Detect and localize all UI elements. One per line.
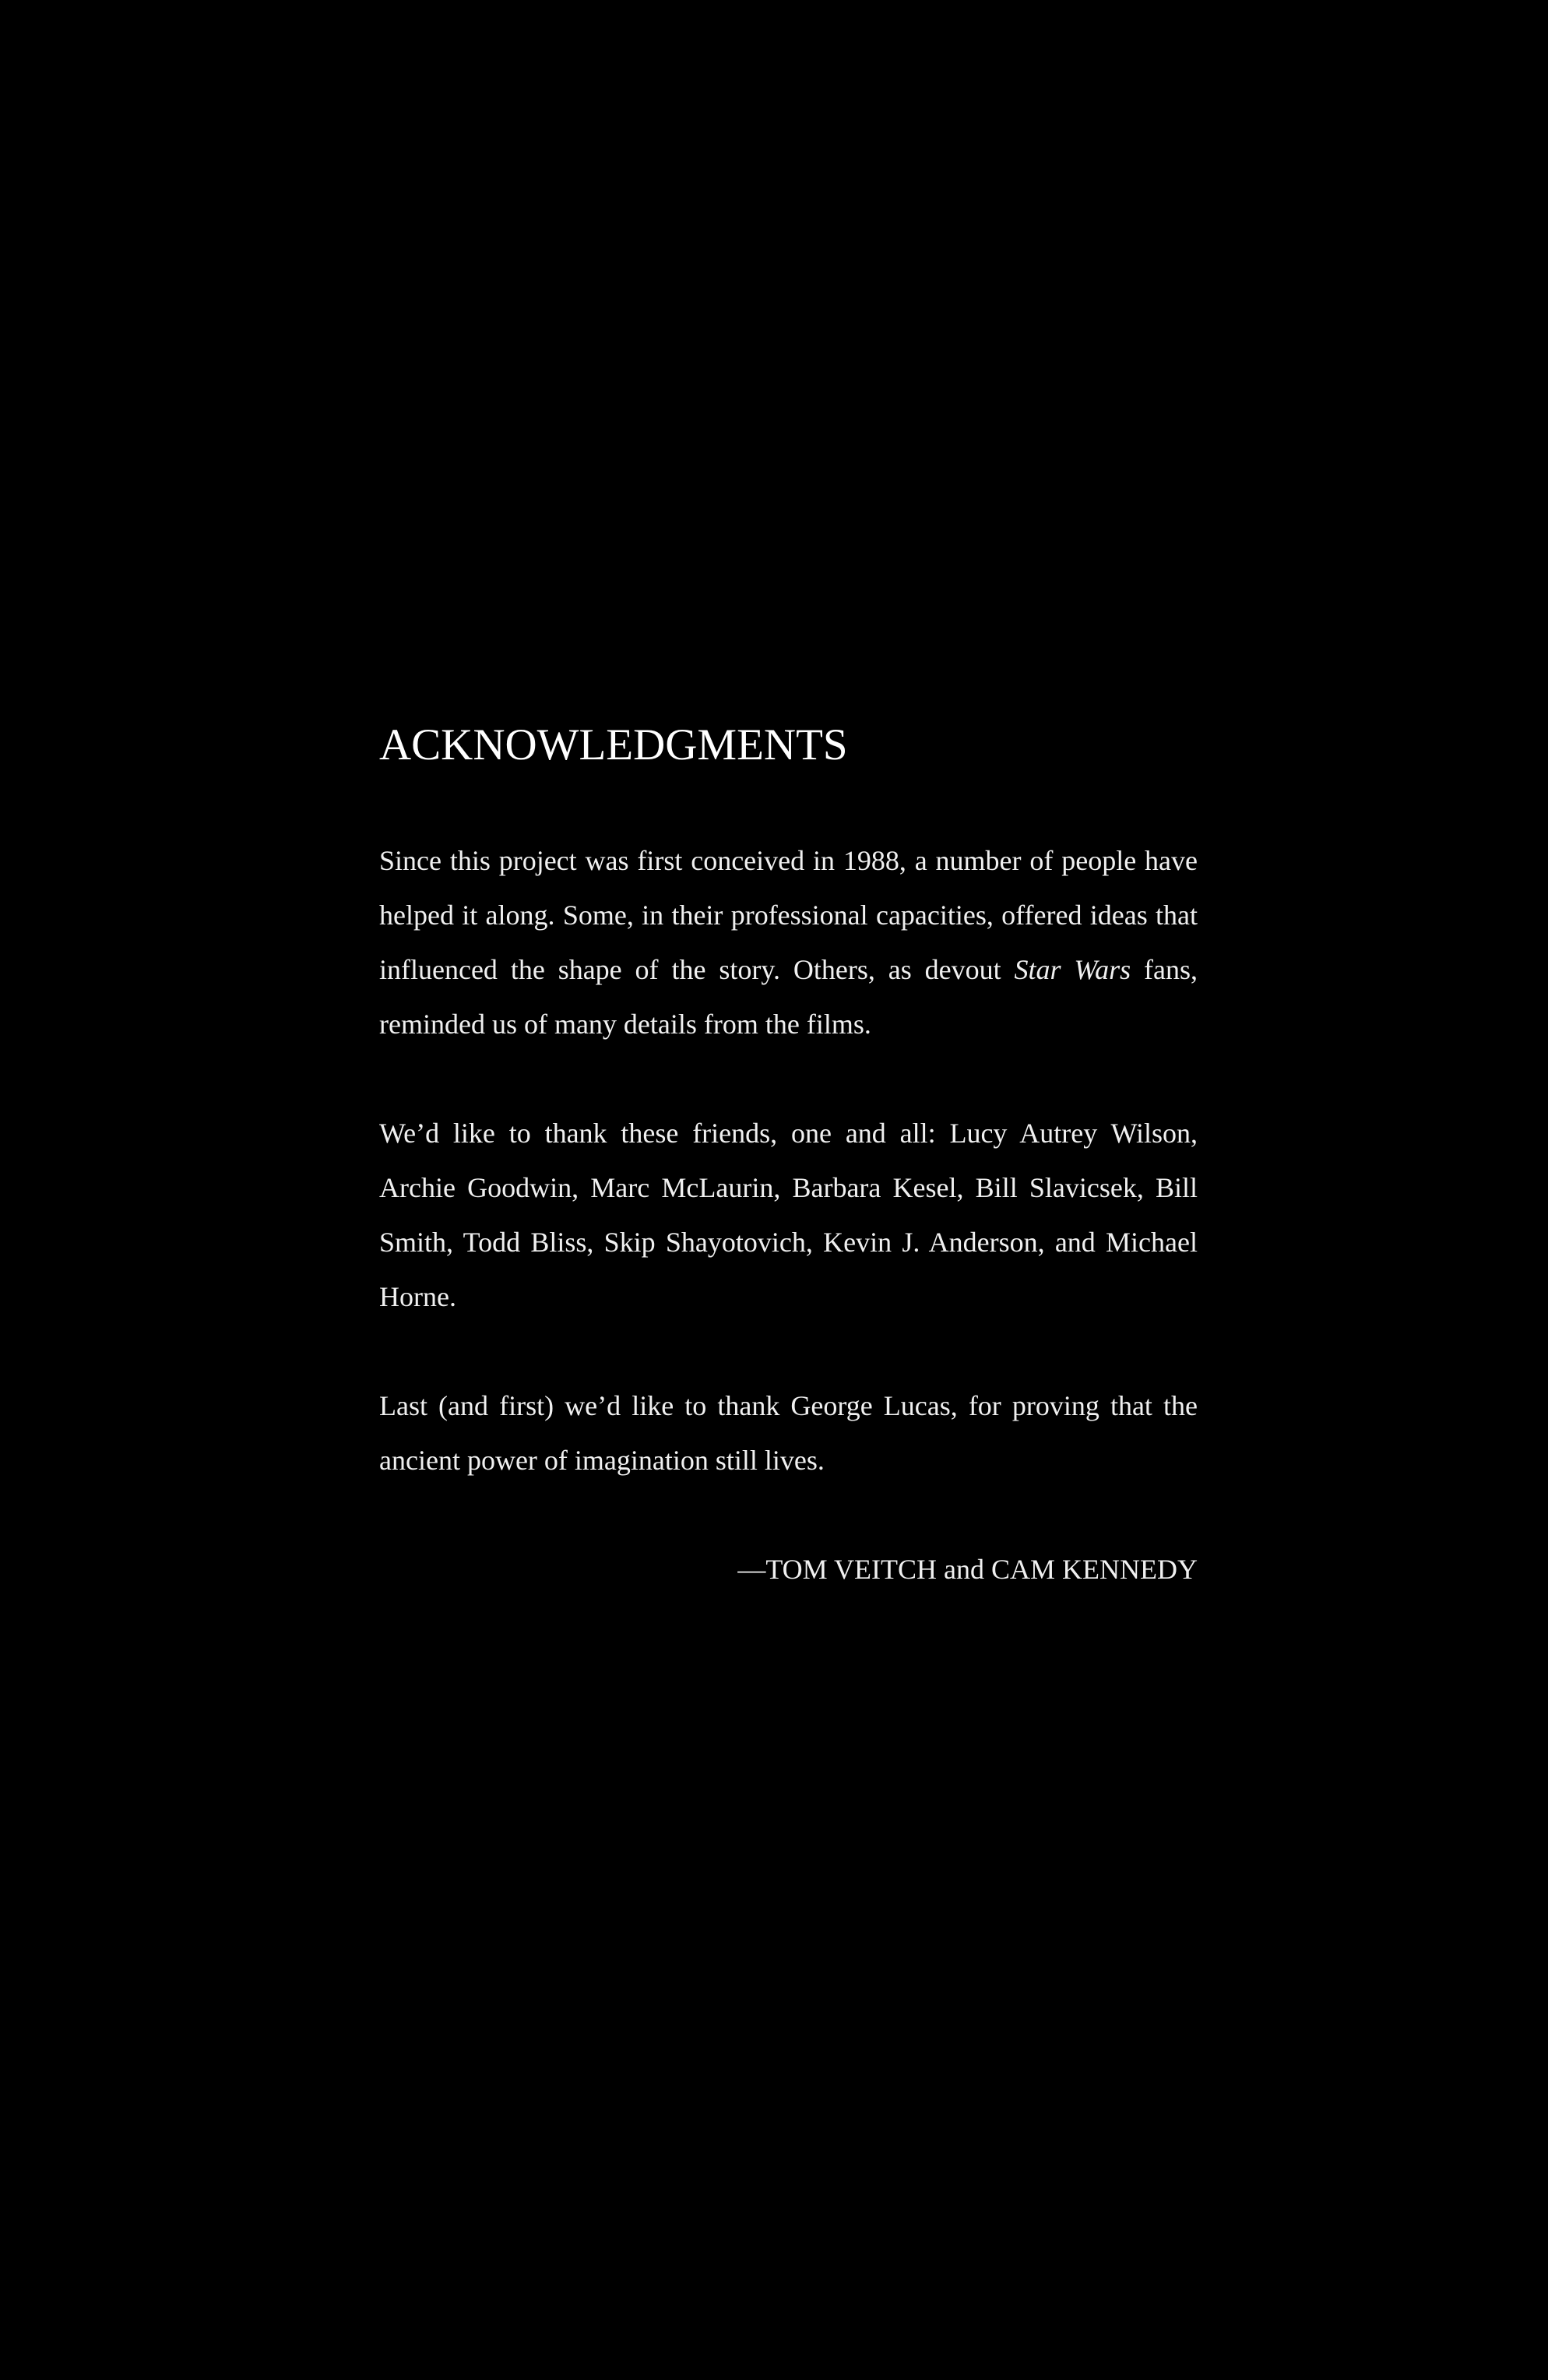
paragraph-intro bbox=[379, 833, 1198, 1051]
signature: —TOM VEITCH and CAM KENNEDY bbox=[737, 1554, 1198, 1585]
paragraph-closing: Last (and first) we’d like to thank George Lucas, for proving that the ancient power of imagination still lives. bbox=[379, 1390, 1198, 1476]
paragraph-intro-text-end: fans, reminded us of many details from the films. bbox=[379, 954, 1198, 1040]
paragraph-thanks: We’d like to thank these friends, one and all: Lucy Autrey Wilson, Archie Goodwin, Marc McLaurin, Barbara Kesel, Bill Slavicsek, Bill Smith, Todd Bliss, Skip Shayotovich, Kevin J. Anderson, and Michael Horne. bbox=[379, 1118, 1198, 1312]
page-title: ACKNOWLEDGMENTS bbox=[379, 720, 848, 769]
paragraph-intro-text-start: Since this project was first conceived in 1988, a number of people have helped it along. Some, in their professional capacities, offered ideas that influenced the shape of the story. Others, as devout bbox=[379, 845, 1198, 985]
acknowledgments-section bbox=[379, 720, 1198, 1597]
film-title: Star Wars bbox=[1014, 954, 1131, 985]
